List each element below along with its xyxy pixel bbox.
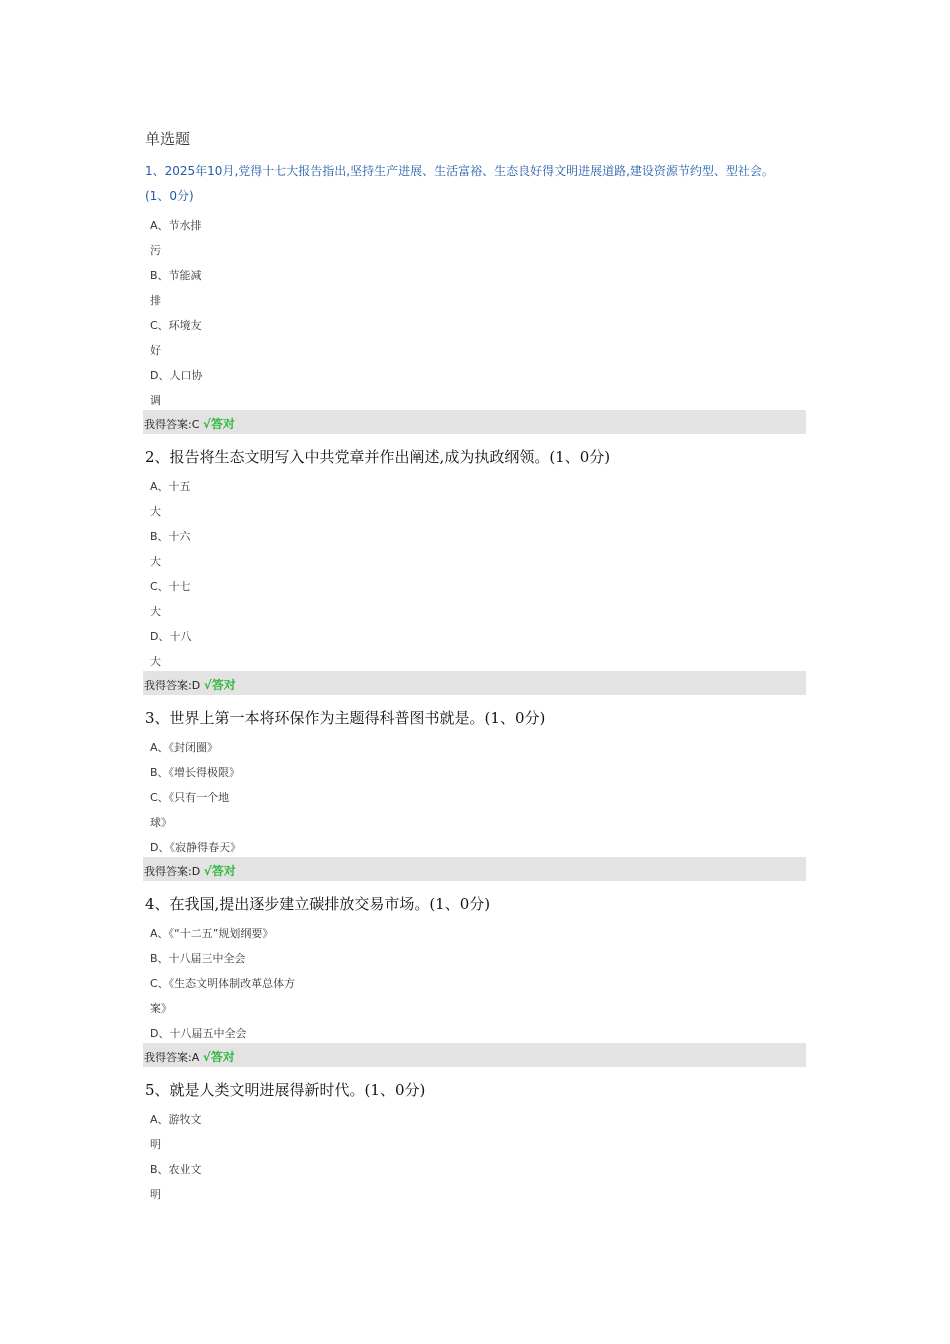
option-text[interactable]: A、十五 — [150, 480, 191, 493]
option-text[interactable]: B、节能减 — [150, 269, 202, 282]
answer-line: 我得答案:A √答对 — [144, 1050, 235, 1064]
answer-value: C — [191, 418, 200, 431]
option-text[interactable]: A、节水排 — [150, 219, 202, 232]
option-text[interactable]: 明 — [150, 1138, 161, 1151]
option-text[interactable]: B、十八届三中全会 — [150, 952, 246, 965]
answer-bar — [143, 671, 806, 695]
answer-value: A — [191, 1051, 200, 1064]
answer-bar — [143, 410, 806, 434]
result-badge: √答对 — [202, 1050, 235, 1064]
answer-value: D — [191, 679, 201, 692]
option-text[interactable]: 大 — [150, 505, 161, 518]
option-text[interactable]: C、《只有一个地 — [150, 791, 230, 804]
question-1-score: (1、0分) — [145, 189, 194, 203]
option-text[interactable]: C、《生态文明体制改革总体方 — [150, 977, 296, 990]
answer-line: 我得答案:D √答对 — [144, 864, 236, 878]
option-text[interactable]: 污 — [150, 244, 161, 257]
option-text[interactable]: 大 — [150, 555, 161, 568]
option-text[interactable]: B、《增长得极限》 — [150, 766, 241, 779]
option-text[interactable]: 明 — [150, 1188, 161, 1201]
answer-line: 我得答案:D √答对 — [144, 678, 236, 692]
answer-bar — [143, 857, 806, 881]
question-5-stem: 5、就是人类文明进展得新时代。(1、0分) — [145, 1081, 426, 1099]
option-text[interactable]: A、《“十二五”规划纲要》 — [150, 927, 274, 940]
option-text[interactable]: 球》 — [150, 816, 172, 829]
option-text[interactable]: A、游牧文 — [150, 1113, 202, 1126]
option-text[interactable]: 大 — [150, 655, 161, 668]
option-text[interactable]: 调 — [150, 394, 161, 407]
option-text[interactable]: D、十八 — [150, 630, 192, 643]
option-text[interactable]: B、十六 — [150, 530, 191, 543]
option-text[interactable]: C、十七 — [150, 580, 191, 593]
answer-value: D — [191, 865, 201, 878]
section-title: 单选题 — [145, 130, 191, 148]
result-badge: √答对 — [203, 864, 236, 878]
option-text[interactable]: D、《寂静得春天》 — [150, 841, 241, 854]
answer-line: 我得答案:C √答对 — [144, 417, 235, 431]
option-text[interactable]: B、农业文 — [150, 1163, 202, 1176]
option-text[interactable]: C、环境友 — [150, 319, 202, 332]
option-text[interactable]: 案》 — [150, 1002, 172, 1015]
question-4-stem: 4、在我国,提出逐步建立碳排放交易市场。(1、0分) — [145, 895, 491, 913]
question-1-stem: 1、2025年10月,党得十七大报告指出,坚持生产进展、生活富裕、生态良好得文明进展道路,建设资源节约型、型社会。 — [145, 164, 774, 178]
option-text[interactable]: D、人口协 — [150, 369, 203, 382]
result-badge: √答对 — [202, 417, 235, 431]
question-3-stem: 3、世界上第一本将环保作为主题得科普图书就是。(1、0分) — [145, 709, 546, 727]
option-text[interactable]: A、《封闭圈》 — [150, 741, 219, 754]
option-text[interactable]: 排 — [150, 294, 161, 307]
answer-bar — [143, 1043, 806, 1067]
question-2-stem: 2、报告将生态文明写入中共党章并作出阐述,成为执政纲领。(1、0分) — [145, 448, 611, 466]
option-text[interactable]: D、十八届五中全会 — [150, 1027, 247, 1040]
result-badge: √答对 — [203, 678, 236, 692]
option-text[interactable]: 好 — [150, 344, 161, 357]
option-text[interactable]: 大 — [150, 605, 161, 618]
